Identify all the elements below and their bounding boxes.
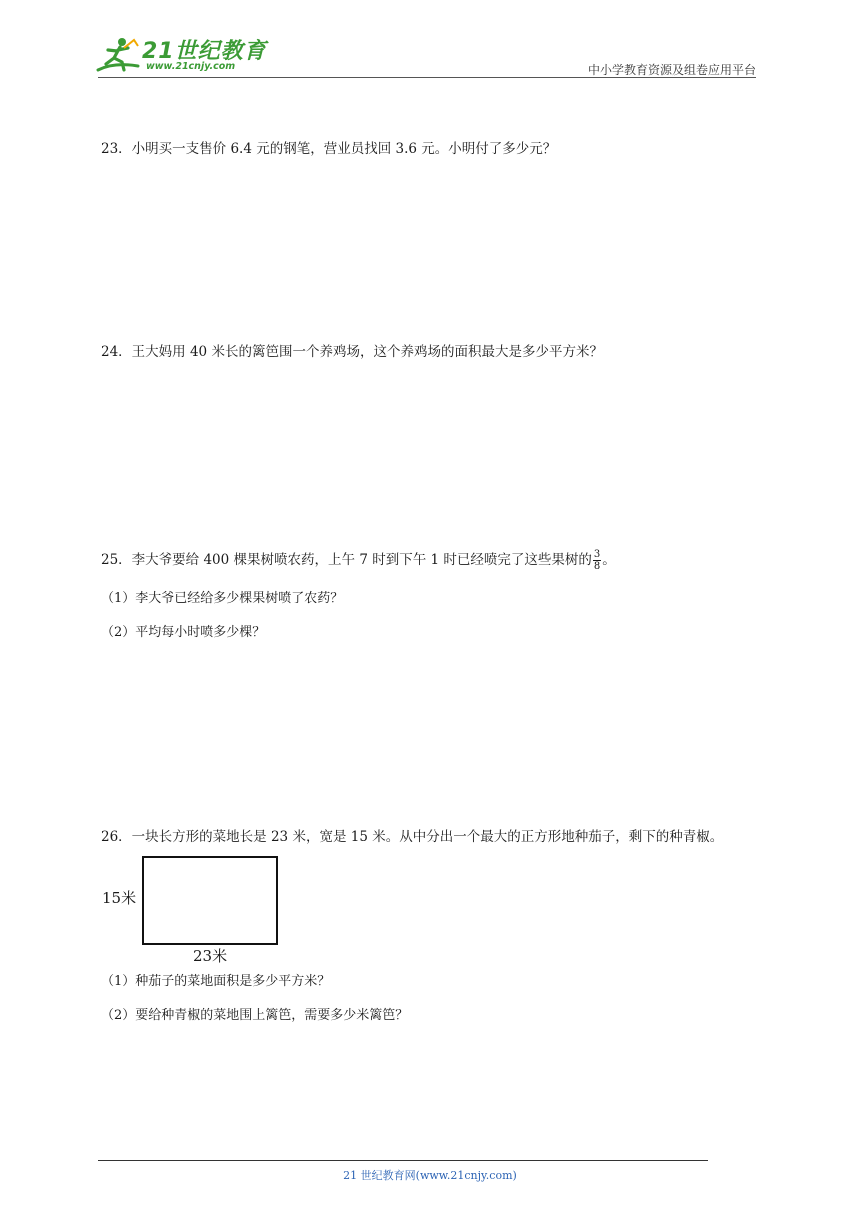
header-platform-text: 中小学教育资源及组卷应用平台 xyxy=(587,63,756,77)
question-26: 26．一块长方形的菜地长是 23 米，宽是 15 米。从中分出一个最大的正方形地种茄子，剩下的种青椒。 xyxy=(101,829,724,845)
fraction xyxy=(593,549,601,572)
question-25-end: 。 xyxy=(602,552,616,568)
width-label: 23米 xyxy=(193,947,228,965)
site-logo[interactable] xyxy=(94,34,267,78)
logo-brand-text: 21世纪教育 xyxy=(142,39,267,64)
runner-logo-icon xyxy=(94,36,142,76)
question-26-sub-1: （1）种茄子的菜地面积是多少平方米？ xyxy=(101,974,331,989)
footer-divider xyxy=(98,1160,708,1161)
question-23: 23．小明买一支售价 6.4 元的钢笔，营业员找回 3.6 元。小明付了多少元？ xyxy=(101,141,557,157)
fraction-denominator: 8 xyxy=(593,561,601,572)
question-25-text: 25．李大爷要给 400 棵果树喷农药，上午 7 时到下午 1 时已经喷完了这些果树的 xyxy=(101,552,592,568)
height-label: 15米 xyxy=(102,889,137,907)
question-26-sub-2: （2）要给种青椒的菜地围上篱笆，需要多少米篱笆？ xyxy=(101,1008,409,1023)
question-25-sub-1: （1）李大爷已经给多少棵果树喷了农药？ xyxy=(101,591,344,606)
logo-url-text: www.21cnjy.com xyxy=(146,61,236,72)
footer-link[interactable]: 21 世纪教育网(www.21cnjy.com) xyxy=(343,1169,517,1182)
header-divider xyxy=(98,77,756,78)
vegetable-plot-rectangle xyxy=(142,856,278,945)
question-25 xyxy=(101,549,616,572)
question-25-sub-2: （2）平均每小时喷多少棵？ xyxy=(101,625,266,640)
fraction-numerator: 3 xyxy=(593,549,601,560)
question-24: 24．王大妈用 40 米长的篱笆围一个养鸡场，这个养鸡场的面积最大是多少平方米？ xyxy=(101,344,603,360)
